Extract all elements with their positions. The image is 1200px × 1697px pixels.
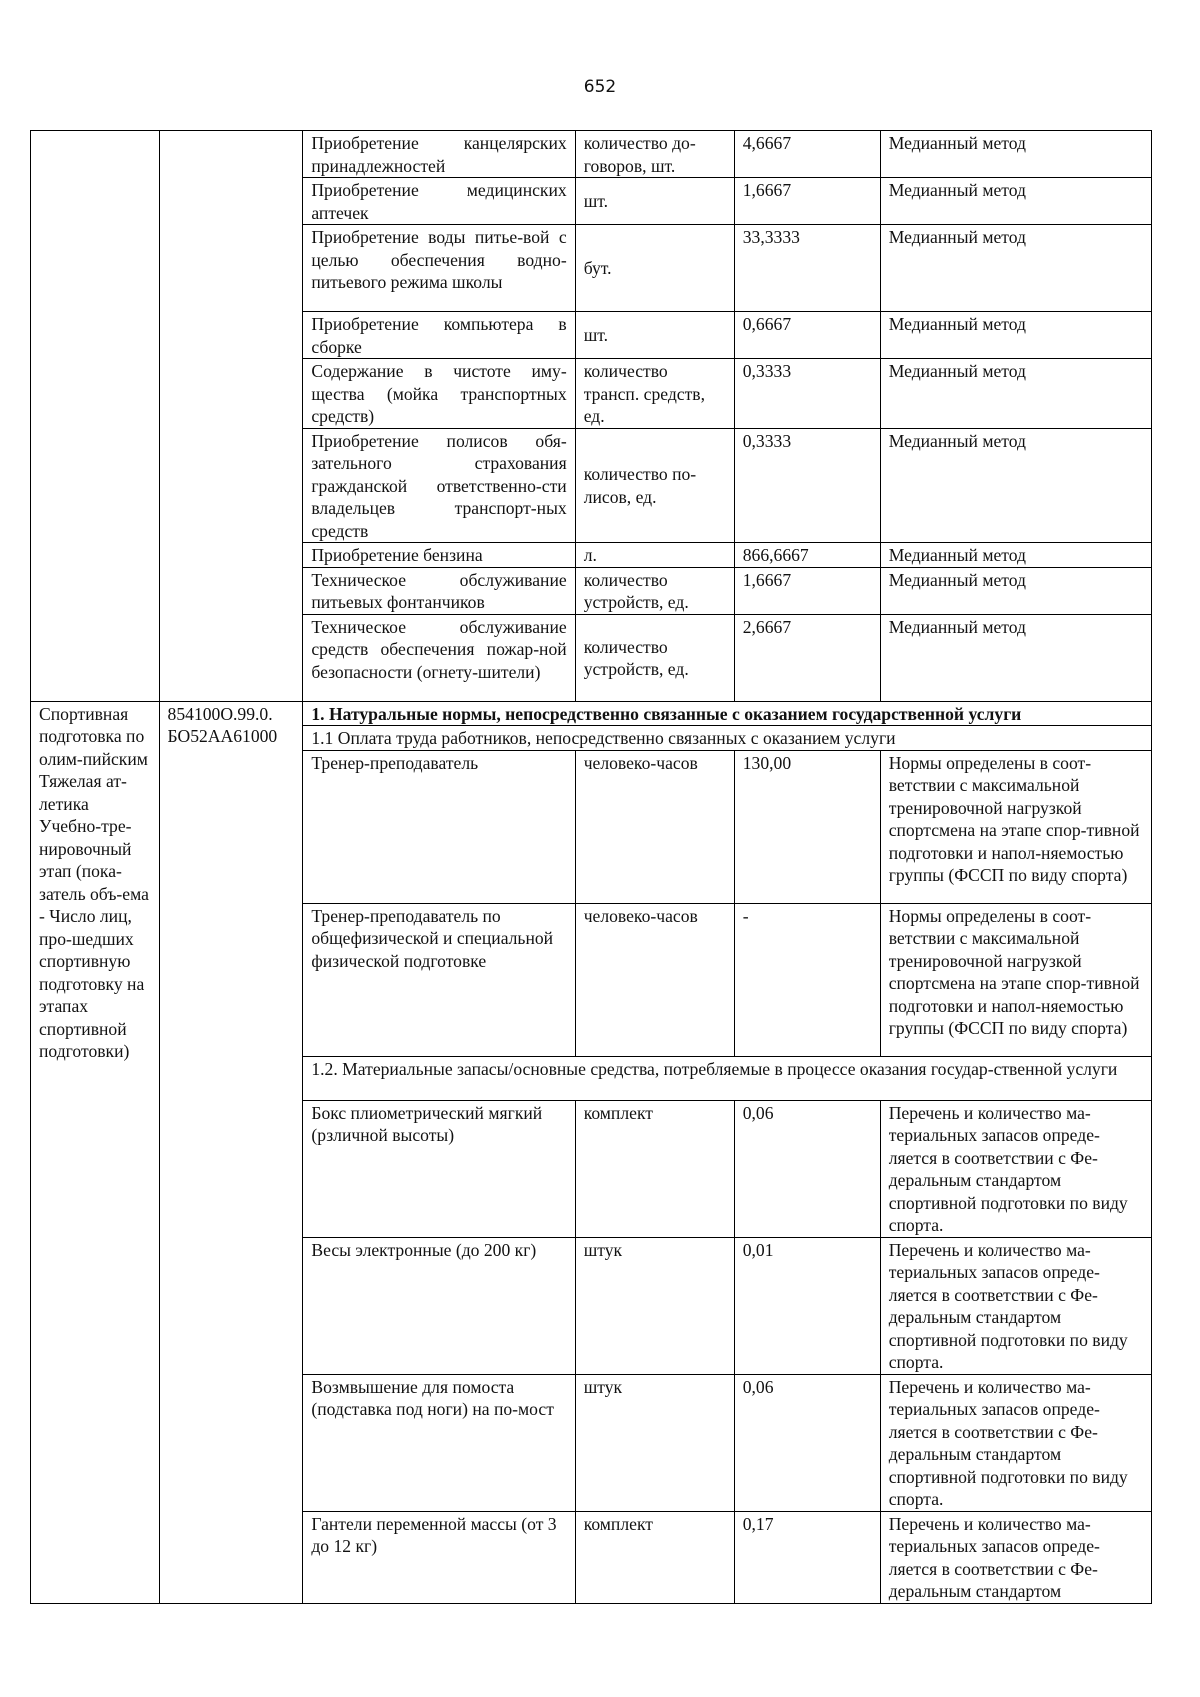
section-heading-1-1: 1.1 Оплата труда работников, непосредственно связанных с оказанием услуги: [303, 726, 1152, 751]
norm-name: Содержание в чистоте иму-щества (мойка транспортных средств): [303, 359, 575, 429]
norms-table: [30, 130, 1152, 1604]
norm-unit: бут.: [575, 225, 734, 312]
norm-unit: количество до-говоров, шт.: [575, 131, 734, 178]
norm-name: Возмвышение для помоста (подставка под ноги) на по-мост: [303, 1374, 575, 1511]
norm-name: Гантели переменной массы (от 3 до 12 кг): [303, 1511, 575, 1603]
norm-value: -: [734, 903, 880, 1056]
norm-method: Медианный метод: [880, 131, 1151, 178]
empty-service-cell: [31, 131, 160, 702]
norm-method: Нормы определены в соот-ветствии с максимальной тренировочной нагрузкой спортсмена на этапе спор-тивной подготовки и напол-няемостью группы (ФССП по виду спорта): [880, 903, 1151, 1056]
norm-method: Медианный метод: [880, 359, 1151, 429]
norm-value: 866,6667: [734, 543, 880, 568]
service-code: 854100О.99.0. БО52АА61000: [159, 701, 303, 1604]
norm-method: Медианный метод: [880, 225, 1151, 312]
service-description: Спортивная подготовка по олим-пийским Тяжелая ат-летика Учебно-тре-нировочный этап (пока-затель объ-ема - Число лиц, про-шедших спортивную подготовку на этапах спортивной подготовки): [31, 701, 160, 1604]
norm-unit: количество устройств, ед.: [575, 567, 734, 614]
norm-unit: человеко-часов: [575, 903, 734, 1056]
norm-value: 0,3333: [734, 359, 880, 429]
norm-name: Приобретение воды питье-вой с целью обеспечения водно-питьевого режима школы: [303, 225, 575, 312]
norm-unit: штук: [575, 1374, 734, 1511]
norm-name: Тренер-преподаватель: [303, 750, 575, 903]
norm-name: Весы электронные (до 200 кг): [303, 1237, 575, 1374]
norm-unit: количество трансп. средств, ед.: [575, 359, 734, 429]
norm-unit: шт.: [575, 178, 734, 225]
norm-value: 1,6667: [734, 567, 880, 614]
norm-method: Нормы определены в соот-ветствии с максимальной тренировочной нагрузкой спортсмена на этапе спор-тивной подготовки и напол-няемостью группы (ФССП по виду спорта): [880, 750, 1151, 903]
norm-value: 1,6667: [734, 178, 880, 225]
norm-value: 33,3333: [734, 225, 880, 312]
norm-value: 4,6667: [734, 131, 880, 178]
section-heading-1-2: 1.2. Материальные запасы/основные средства, потребляемые в процессе оказания государ-ственной услуги: [303, 1056, 1152, 1100]
table-row: [31, 701, 1152, 726]
norm-unit: комплект: [575, 1511, 734, 1603]
norm-value: 130,00: [734, 750, 880, 903]
norm-unit: количество по-лисов, ед.: [575, 428, 734, 543]
norm-name: Приобретение канцелярских принадлежностей: [303, 131, 575, 178]
norm-name: Приобретение бензина: [303, 543, 575, 568]
norm-name: Бокс плиометрический мягкий (рзличной высоты): [303, 1100, 575, 1237]
norm-method: Медианный метод: [880, 178, 1151, 225]
norm-unit: штук: [575, 1237, 734, 1374]
norm-unit: шт.: [575, 312, 734, 359]
norm-method: Перечень и количество ма-териальных запасов опреде-ляется в соответствии с Фе-деральным стандартом спортивной подготовки по виду спорта.: [880, 1237, 1151, 1374]
norm-method: Перечень и количество ма-териальных запасов опреде-ляется в соответствии с Фе-деральным стандартом спортивной подготовки по виду спорта.: [880, 1374, 1151, 1511]
norm-method: Медианный метод: [880, 428, 1151, 543]
norm-unit: человеко-часов: [575, 750, 734, 903]
norm-value: 0,01: [734, 1237, 880, 1374]
norm-value: 2,6667: [734, 614, 880, 701]
norm-unit: количество устройств, ед.: [575, 614, 734, 701]
norm-method: Медианный метод: [880, 312, 1151, 359]
norm-unit: л.: [575, 543, 734, 568]
norm-name: Приобретение полисов обя-зательного страхования гражданской ответственно-сти владельцев транспорт-ных средств: [303, 428, 575, 543]
norm-value: 0,06: [734, 1100, 880, 1237]
page-number: 652: [583, 77, 617, 97]
norm-unit: комплект: [575, 1100, 734, 1237]
norm-method: Медианный метод: [880, 567, 1151, 614]
norm-value: 0,3333: [734, 428, 880, 543]
section-heading-1: 1. Натуральные нормы, непосредственно связанные с оказанием государственной услуги: [303, 701, 1152, 726]
spacer-cell: [303, 1603, 1152, 1604]
norm-method: Медианный метод: [880, 614, 1151, 701]
norm-name: Приобретение медицинских аптечек: [303, 178, 575, 225]
norm-name: Техническое обслуживание питьевых фонтанчиков: [303, 567, 575, 614]
norm-method: Перечень и количество ма-териальных запасов опреде-ляется в соответствии с Фе-деральным стандартом спортивной подготовки по виду спорта.: [880, 1100, 1151, 1237]
norm-value: 0,6667: [734, 312, 880, 359]
norm-value: 0,17: [734, 1511, 880, 1603]
norm-value: 0,06: [734, 1374, 880, 1511]
table-row: [31, 131, 1152, 178]
norm-name: Приобретение компьютера в сборке: [303, 312, 575, 359]
empty-code-cell: [159, 131, 303, 702]
norm-method: Перечень и количество ма-териальных запасов опреде-ляется в соответствии с Фе-деральным стандартом: [880, 1511, 1151, 1603]
norm-name: Тренер-преподаватель по общефизической и специальной физической подготовке: [303, 903, 575, 1056]
norm-method: Медианный метод: [880, 543, 1151, 568]
norm-name: Техническое обслуживание средств обеспечения пожар-ной безопасности (огнету-шители): [303, 614, 575, 701]
